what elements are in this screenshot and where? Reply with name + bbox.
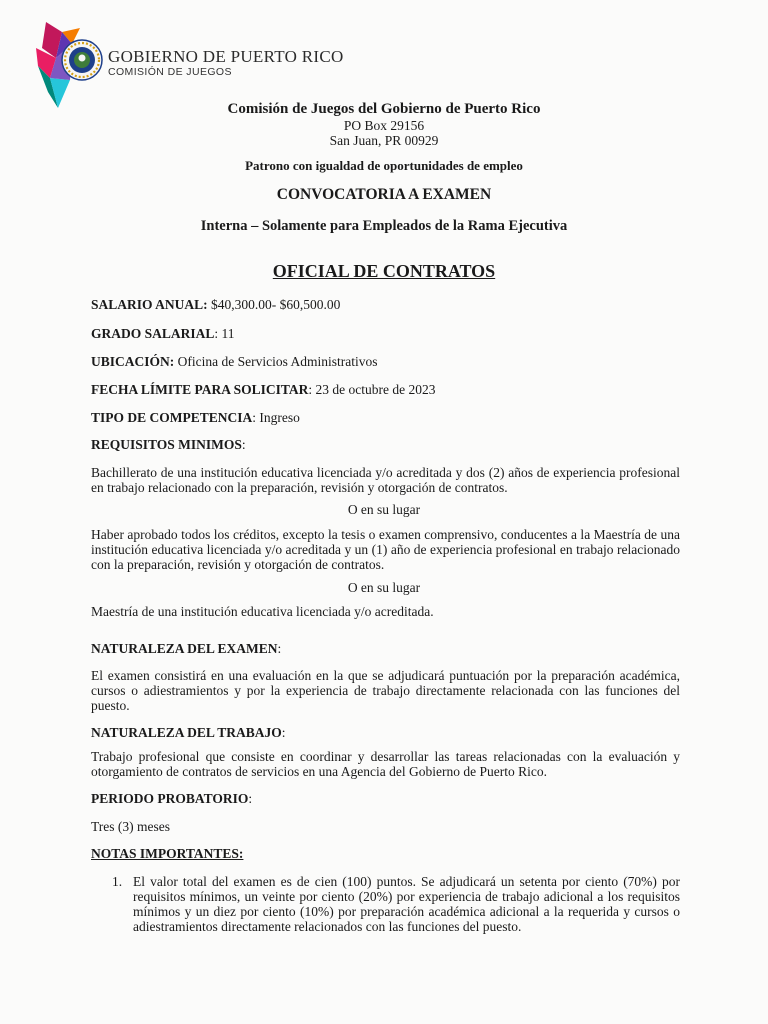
exam-heading	[91, 641, 281, 657]
requirement-option-1: Bachillerato de una institución educativa licenciada y/o acreditada y dos (2) años de experiencia profesional en trabajo relacionado con la preparación, revisión y otorgación de contratos.	[91, 465, 680, 495]
work-heading	[91, 725, 286, 741]
notes-heading	[91, 846, 243, 862]
work-colon: :	[281, 725, 286, 740]
internal-note: Interna – Solamente para Empleados de la Rama Ejecutiva	[200, 218, 568, 234]
exam-label: NATURALEZA DEL EXAMEN	[91, 641, 278, 656]
location-row	[91, 354, 377, 370]
address-line-2: San Juan, PR 00929	[329, 133, 439, 148]
deadline-label: FECHA LÍMITE PARA SOLICITAR	[91, 382, 309, 397]
government-logo-icon	[36, 18, 104, 110]
location-label: UBICACIÓN:	[91, 354, 175, 369]
requirements-heading	[91, 437, 246, 453]
employer-statement: Patrono con igualdad de oportunidades de empleo	[245, 158, 523, 173]
probation-colon: :	[248, 791, 253, 806]
probation-label: PERIODO PROBATORIO	[91, 791, 249, 806]
grade-value: : 11	[214, 326, 235, 341]
exam-colon: :	[277, 641, 282, 656]
grade-row	[91, 326, 235, 342]
requirement-option-3: Maestría de una institución educativa licenciada y/o acreditada.	[91, 604, 434, 619]
letterhead-subtitle: COMISIÓN DE JUEGOS	[108, 66, 232, 78]
competition-label: TIPO DE COMPETENCIA	[91, 410, 253, 425]
competition-value: : Ingreso	[252, 410, 300, 425]
deadline-row	[91, 382, 436, 398]
probation-value: Tres (3) meses	[91, 819, 170, 834]
or-separator-1: O en su lugar	[347, 502, 421, 517]
probation-heading	[91, 791, 252, 807]
location-value: Oficina de Servicios Administrativos	[174, 354, 378, 369]
position-title: OFICIAL DE CONTRATOS	[272, 261, 496, 281]
salary-label: SALARIO ANUAL:	[91, 297, 208, 312]
call-title: CONVOCATORIA A EXAMEN	[276, 186, 492, 203]
grade-label: GRADO SALARIAL	[91, 326, 215, 341]
organization-name: Comisión de Juegos del Gobierno de Puerto Rico	[227, 101, 541, 117]
deadline-value: : 23 de octubre de 2023	[308, 382, 436, 397]
work-label: NATURALEZA DEL TRABAJO	[91, 725, 282, 740]
letterhead-name: GOBIERNO DE PUERTO RICO	[108, 47, 344, 66]
work-description: Trabajo profesional que consiste en coordinar y desarrollar las tareas relacionadas con la evaluación y otorgamiento de contratos de servicios en una Agencia del Gobierno de Puerto Rico.	[91, 749, 680, 779]
list-item-number: 1.	[112, 874, 123, 889]
notes-label: NOTAS IMPORTANTES:	[91, 846, 244, 861]
requirements-label: REQUISITOS MINIMOS	[91, 437, 242, 452]
address-line-1: PO Box 29156	[343, 118, 425, 133]
letterhead-brand	[108, 48, 344, 79]
list-item-text: El valor total del examen es de cien (100) puntos. Se adjudicará un setenta por ciento (70%) por requisitos mínimos, un veinte por ciento (20%) por experiencia de trabajo adicional a los requisitos mínimos y un diez por ciento (10%) por preparación académica adicional a la requerida y cursos o adiestramientos directamente relacionados con las funciones del puesto.	[133, 874, 680, 934]
competition-row	[91, 410, 300, 426]
requirements-colon: :	[241, 437, 246, 452]
exam-description: El examen consistirá en una evaluación en la que se adjudicará puntuación por la preparación académica, cursos o adiestramientos y por la experiencia de trabajo directamente relacionada con las funciones del puesto.	[91, 668, 680, 713]
or-separator-2: O en su lugar	[347, 580, 421, 595]
salary-value: $40,300.00- $60,500.00	[207, 297, 341, 312]
salary-row	[91, 297, 340, 313]
requirement-option-2: Haber aprobado todos los créditos, excepto la tesis o examen comprensivo, conducentes a la Maestría de una institución educativa licenciada y/o acreditada y un (1) año de experiencia profesional en trabajo relacionado con la preparación, revisión y otorgación de contratos.	[91, 527, 680, 572]
